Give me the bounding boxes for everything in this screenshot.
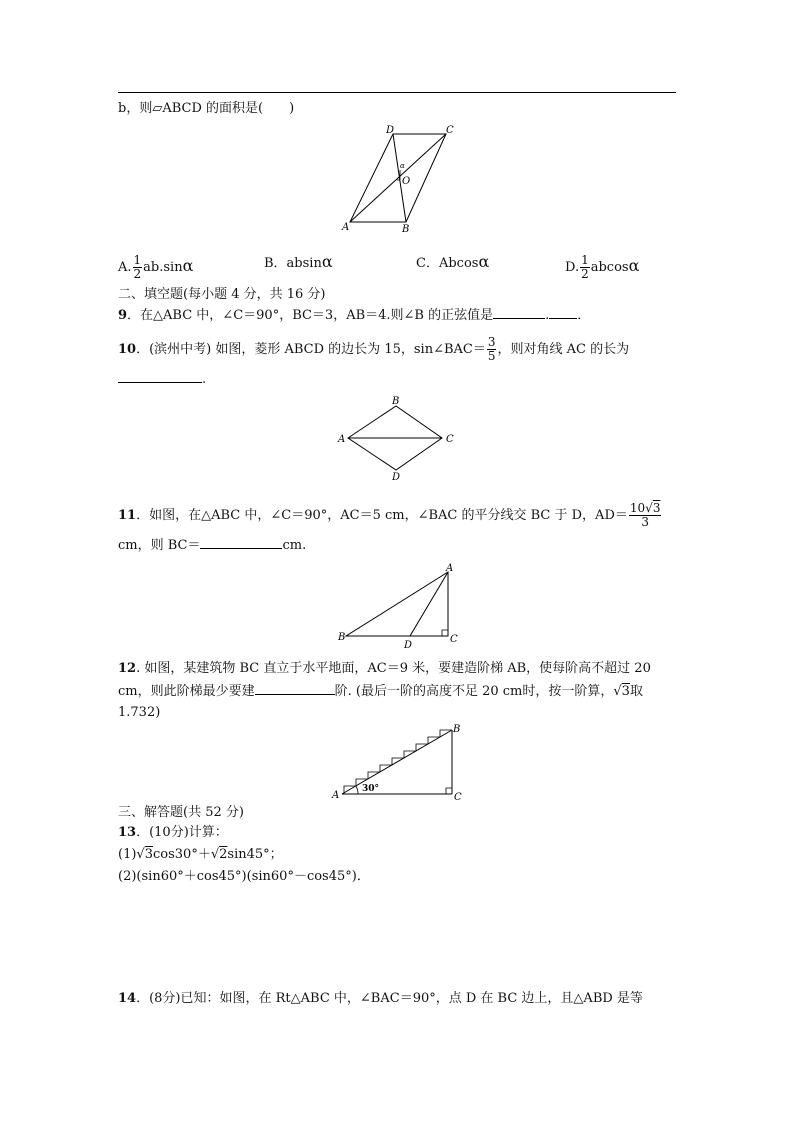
- header-rule: [118, 92, 676, 93]
- question-12-line-2: cm，则此阶梯最少要建 阶. (最后一阶的高度不足 20 cm时，按一阶算，√3取: [118, 684, 643, 699]
- question-13: 13．(10分)计算：: [118, 825, 228, 840]
- label-B: B: [392, 396, 400, 407]
- question-11: 11．如图，在△ABC 中，∠C＝90°，AC＝5 cm，∠BAC 的平分线交 BC 于 D，AD＝ $\frac{10√3}{3}$: [118, 501, 661, 529]
- option-b: B．absinα: [264, 252, 333, 271]
- question-10-answer-line: .: [118, 370, 206, 389]
- label-A: A: [342, 222, 350, 233]
- option-d: D. $\frac{1}{2}$ abcosα: [565, 253, 640, 281]
- question-12: 12. 如图，某建筑物 BC 直立于水平地面，AC＝9 米，要建造阶梯 AB，使每阶高不超过 20: [118, 661, 651, 676]
- label-A: A: [338, 434, 346, 445]
- triangle-figure: [336, 562, 466, 648]
- label-C: C: [450, 634, 458, 645]
- label-A: A: [446, 563, 454, 574]
- question-10: 10．(滨州中考) 如图，菱形 ABCD 的边长为 15，sin∠BAC＝ $\frac{3}{5}$ ，则对角线 AC 的长为: [118, 335, 630, 363]
- question-14: 14．(8分)已知：如图，在 Rt△ABC 中，∠BAC＝90°，点 D 在 BC 边上，且△ABD 是等: [118, 991, 643, 1006]
- section-3-heading: 三、解答题(共 52 分): [118, 805, 244, 820]
- label-A: A: [332, 790, 340, 801]
- label-C: C: [446, 434, 454, 445]
- label-O: O: [402, 176, 411, 187]
- label-B: B: [338, 632, 346, 643]
- label-B: B: [453, 724, 461, 735]
- question-9: 9．在△ABC 中，∠C＝90°，BC＝3，AB＝4.则∠B 的正弦值是 . ．: [118, 308, 591, 323]
- section-2-heading: 二、填空题(每小题 4 分，共 16 分): [118, 287, 326, 302]
- label-C: C: [454, 792, 462, 803]
- rhombus-figure: [336, 394, 466, 480]
- label-B: B: [402, 224, 410, 234]
- label-D: D: [392, 472, 401, 480]
- label-D: D: [404, 640, 413, 648]
- question-13-part-2: (2)(sin60°＋cos45°)(sin60°－cos45°)．: [118, 869, 370, 884]
- stairs-figure: [330, 724, 466, 804]
- label-angle: 30°: [362, 784, 380, 794]
- label-C: C: [446, 125, 454, 136]
- label-alpha: α: [400, 162, 405, 170]
- parallelogram-figure: [336, 122, 466, 234]
- question-12-line-3: 1.732): [118, 705, 161, 720]
- option-c: C．Abcosα: [416, 252, 490, 271]
- label-D: D: [386, 125, 395, 136]
- question-13-part-1: (1)√3cos30°＋√2sin45°；: [118, 847, 283, 862]
- option-a: A. $\frac{1}{2}$ ab.sinα: [118, 253, 194, 281]
- question-11-line-2: cm，则 BC＝ cm.: [118, 538, 307, 553]
- question-8-tail: b，则▱ABCD 的面积是( ): [118, 101, 295, 116]
